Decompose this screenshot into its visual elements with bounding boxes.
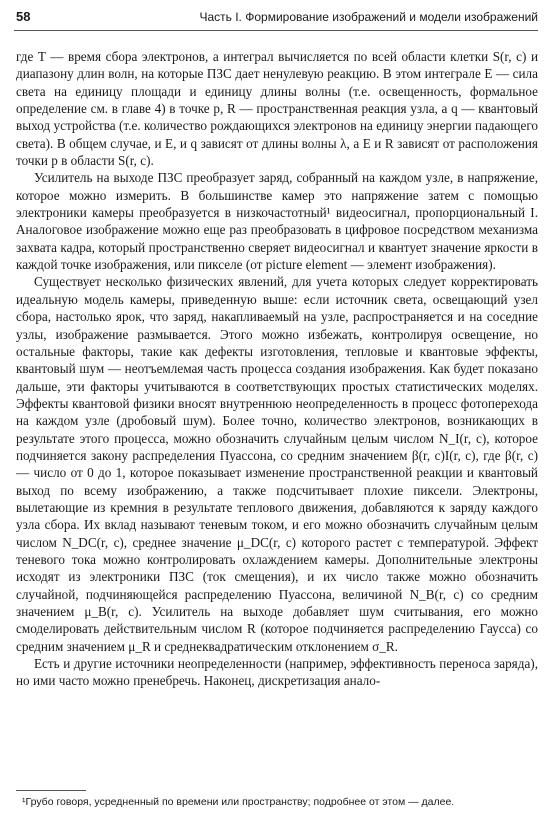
paragraph-4: Есть и другие источники неопределенности (например, эффективность переноса заряда), но ими часто можно пренебречь. Наконец, дискретизация анало- bbox=[16, 656, 538, 689]
body-text bbox=[16, 48, 538, 690]
running-head: Часть I. Формирование изображений и модели изображений bbox=[199, 10, 538, 24]
page-number: 58 bbox=[16, 9, 31, 24]
page-header bbox=[14, 8, 538, 31]
paragraph-3: Существует несколько физических явлений, для учета которых следует корректировать идеальную модель камеры, приведенную выше: если источник света, освещающий узел сбора, настолько ярок, что заряд, накапливаемый на узле, распространяется и на соседние узлы, изображение размывается. Этого можно избежать, контролируя освещение, но остальные факторы, такие как дефекты изготовления, тепловые и квантовые эффекты, квантовый шум — неотъемлемая часть процесса создания изображения. Как будет показано дальше, эти факторы учитываются в соответствующих простых статистических моделях. Эффекты квантовой физики вносят внутреннюю неопределенность в процесс фотоперехода на каждом узле (дробовый шум). Более точно, количество электронов, возникающих в результате этого процесса, можно обозначить случайным целым числом N_I(r, c), которое подчиняется закону распределения Пуассона, со средним значением β(r, c)I(r, c), где β(r, c) — число от 0 до 1, которое показывает изменение пространственной реакции и квантовый выход по всему изображению, а также подсчитывает плохие пиксели. Электроны, вылетающие из кремния в результате теплового движения, добавляются к заряду каждого узла сбора. Их вклад называют теневым током, и его можно обозначить случайным целым числом N_DC(r, c), среднее значение μ_DC(r, c) которого растет с температурой. Эффект теневого тока можно контролировать охлаждением камеры. Дополнительные электроны исходят из электроники ПЗС (ток смещения), и их число также можно обозначить случайной, подчиняющейся распределению Пуассона, величиной N_B(r, c) со средним значением μ_B(r, c). Усилитель на выходе добавляет шум считывания, его можно смоделировать действительным числом R (которое подчиняется распределению Гаусса) со средним значением μ_R и среднеквадратическим отклонением σ_R. bbox=[16, 274, 538, 654]
footnote-rule bbox=[16, 790, 86, 791]
footnote: ¹Грубо говоря, усредненный по времени или пространству; подробнее от этом — далее. bbox=[22, 796, 455, 808]
paragraph-1: где T — время сбора электронов, а интеграл вычисляется по всей области клетки S(r, c) и диапазону длин волн, на которые ПЗС дает ненулевую реакцию. В этом интеграле E — сила света на единицу площади и единицу длины волны (т.е. освещенность, формальное определение см. в главе 4) в точке p, R — пространственная реакция узла, а q — квантовый выход устройства (т.е. количество рождающихся электронов на единицу энергии падающего света). В общем случае, и E, и q зависят от длины волны λ, а E и R зависят от расположения точки p в области S(r, c). bbox=[16, 49, 538, 169]
paragraph-2: Усилитель на выходе ПЗС преобразует заряд, собранный на каждом узле, в напряжение, которое можно измерить. В большинстве камер это напряжение затем с помощью электроники камеры преобразуется в низкочастотный¹ видеосигнал, пропорциональный I. Аналоговое изображение можно еще раз преобразовать в цифровое посредством механизма захвата кадра, который пространственно сверяет видеосигнал и квантует значение яркости в каждой точке изображения, или пикселе (от picture element — элемент изображения). bbox=[16, 170, 538, 273]
